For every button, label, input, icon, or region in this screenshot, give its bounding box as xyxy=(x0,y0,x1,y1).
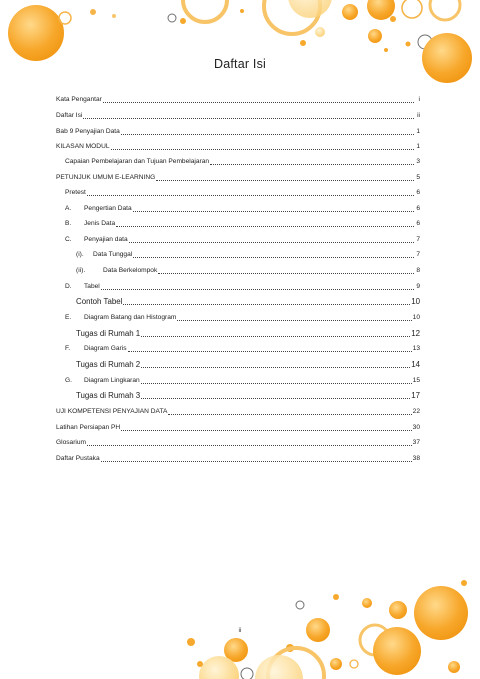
toc-entry[interactable] xyxy=(56,214,420,228)
toc-entry[interactable] xyxy=(56,106,420,120)
toc-entry-label: Data Berkelompok xyxy=(103,267,158,274)
toc-entry-label: Diagram Garis xyxy=(84,345,127,352)
toc-entry[interactable] xyxy=(56,245,420,259)
toc-entry-label: Penyajian data xyxy=(84,236,128,243)
toc-entry[interactable] xyxy=(56,433,420,447)
toc-entry-label: UJI KOMPETENSI PENYAJIAN DATA xyxy=(56,408,168,415)
toc-entry[interactable] xyxy=(56,324,420,338)
toc-leader-dots xyxy=(133,257,414,258)
toc-entry-page: 17 xyxy=(411,391,420,400)
toc-entry-page: 12 xyxy=(411,329,420,338)
toc-entry-page: 6 xyxy=(416,189,420,196)
toc-entry-page: 7 xyxy=(416,251,420,258)
toc-entry-page: 6 xyxy=(416,220,420,227)
toc-entry-label: Kata Pengantar xyxy=(56,96,102,103)
toc-leader-dots xyxy=(141,398,410,399)
toc-entry-page: 7 xyxy=(416,236,420,243)
toc-entry[interactable] xyxy=(56,339,420,353)
toc-entry-page: 37 xyxy=(412,439,420,446)
toc-entry[interactable] xyxy=(56,122,420,136)
toc-leader-dots xyxy=(101,289,414,290)
toc-leader-dots xyxy=(103,102,414,103)
toc-leader-dots xyxy=(141,383,412,384)
toc-entry-label: Tugas di Rumah 2 xyxy=(76,360,141,369)
toc-leader-dots xyxy=(210,164,414,165)
toc-leader-dots xyxy=(116,226,414,227)
toc-entry[interactable] xyxy=(56,230,420,244)
toc-leader-dots xyxy=(121,134,414,135)
toc-entry-label: PETUNJUK UMUM E-LEARNING xyxy=(56,174,156,181)
toc-leader-dots xyxy=(123,304,410,305)
toc-entry-label: Daftar Isi xyxy=(56,112,83,119)
toc-leader-dots xyxy=(121,430,412,431)
toc-entry-page: i xyxy=(418,96,420,103)
page-title: Daftar Isi xyxy=(213,57,266,71)
toc-entry[interactable] xyxy=(56,292,420,306)
toc-entry-page: 30 xyxy=(412,424,420,431)
toc-entry[interactable] xyxy=(56,183,420,197)
toc-entry[interactable] xyxy=(56,199,420,213)
toc-entry-page: 22 xyxy=(412,408,420,415)
toc-entry-label: Pengertian Data xyxy=(84,205,132,212)
toc-entry-label: Diagram Batang dan Histogram xyxy=(84,314,177,321)
toc-entry[interactable] xyxy=(56,449,420,463)
toc-leader-dots xyxy=(141,336,410,337)
toc-entry-page: 10 xyxy=(412,314,420,321)
toc-entry-page: 14 xyxy=(411,360,420,369)
toc-entry-page: 6 xyxy=(416,205,420,212)
toc-entry-page: 10 xyxy=(411,297,420,306)
toc-entry-label: Glosarium xyxy=(56,439,87,446)
toc-entry-label: Tabel xyxy=(84,283,100,290)
toc-entry-label: Contoh Tabel xyxy=(76,297,123,306)
toc-entry-label: Jenis Data xyxy=(84,220,116,227)
toc-entry-page: 38 xyxy=(412,455,420,462)
toc-leader-dots xyxy=(111,149,415,150)
toc-entry[interactable] xyxy=(56,386,420,400)
toc-leader-dots xyxy=(128,351,412,352)
toc-leader-dots xyxy=(177,320,411,321)
toc-entry-marker: G. xyxy=(65,377,72,384)
toc-entry[interactable] xyxy=(56,152,420,166)
toc-entry-marker: A. xyxy=(65,205,72,212)
toc-entry[interactable] xyxy=(56,402,420,416)
toc-leader-dots xyxy=(101,461,412,462)
toc-entry[interactable] xyxy=(56,137,420,151)
toc-leader-dots xyxy=(87,195,414,196)
toc-entry[interactable] xyxy=(56,308,420,322)
toc-leader-dots xyxy=(83,118,414,119)
toc-entry[interactable] xyxy=(56,371,420,385)
toc-entry[interactable] xyxy=(56,355,420,369)
toc-entry-marker: (ii). xyxy=(76,267,86,274)
toc-entry[interactable] xyxy=(56,168,420,182)
toc-entry-label: Latihan Persiapan PH xyxy=(56,424,121,431)
toc-entry-page: 9 xyxy=(416,283,420,290)
toc-entry-label: KILASAN MODUL xyxy=(56,143,110,150)
toc-entry-label: Diagram Lingkaran xyxy=(84,377,140,384)
toc-leader-dots xyxy=(87,445,412,446)
toc-entry-label: Data Tunggal xyxy=(93,251,133,258)
toc-entry-page: 5 xyxy=(416,174,420,181)
toc-entry-marker: E. xyxy=(65,314,72,321)
toc-entry-page: ii xyxy=(417,112,420,119)
toc-entry-label: Capaian Pembelajaran dan Tujuan Pembelajaran xyxy=(65,158,210,165)
toc-entry-label: Bab 9 Penyajian Data xyxy=(56,128,120,135)
page-number: ii xyxy=(238,627,242,634)
toc-entry[interactable] xyxy=(56,261,420,275)
toc-entry-page: 1 xyxy=(416,128,420,135)
toc-entry-marker: F. xyxy=(65,345,71,352)
toc-leader-dots xyxy=(133,211,414,212)
toc-entry-page: 1 xyxy=(416,143,420,150)
toc-entry-label: Tugas di Rumah 1 xyxy=(76,329,141,338)
toc-entry-page: 13 xyxy=(412,345,420,352)
toc-leader-dots xyxy=(141,367,410,368)
toc-entry-marker: C. xyxy=(65,236,72,243)
toc-entry-page: 8 xyxy=(416,267,420,274)
toc-leader-dots xyxy=(129,242,414,243)
toc-entry[interactable] xyxy=(56,418,420,432)
toc-leader-dots xyxy=(156,180,414,181)
toc-leader-dots xyxy=(168,414,411,415)
toc-entry[interactable] xyxy=(56,90,420,104)
toc-entry-marker: (i). xyxy=(76,251,84,258)
toc-entry-label: Pretest xyxy=(65,189,86,196)
toc-entry-page: 3 xyxy=(416,158,420,165)
toc-entry-label: Daftar Pustaka xyxy=(56,455,100,462)
toc-entry-marker: B. xyxy=(65,220,72,227)
toc-entry-label: Tugas di Rumah 3 xyxy=(76,391,141,400)
toc-entry-page: 15 xyxy=(412,377,420,384)
toc-entry-marker: D. xyxy=(65,283,72,290)
toc-entry[interactable] xyxy=(56,277,420,291)
toc-leader-dots xyxy=(158,273,414,274)
